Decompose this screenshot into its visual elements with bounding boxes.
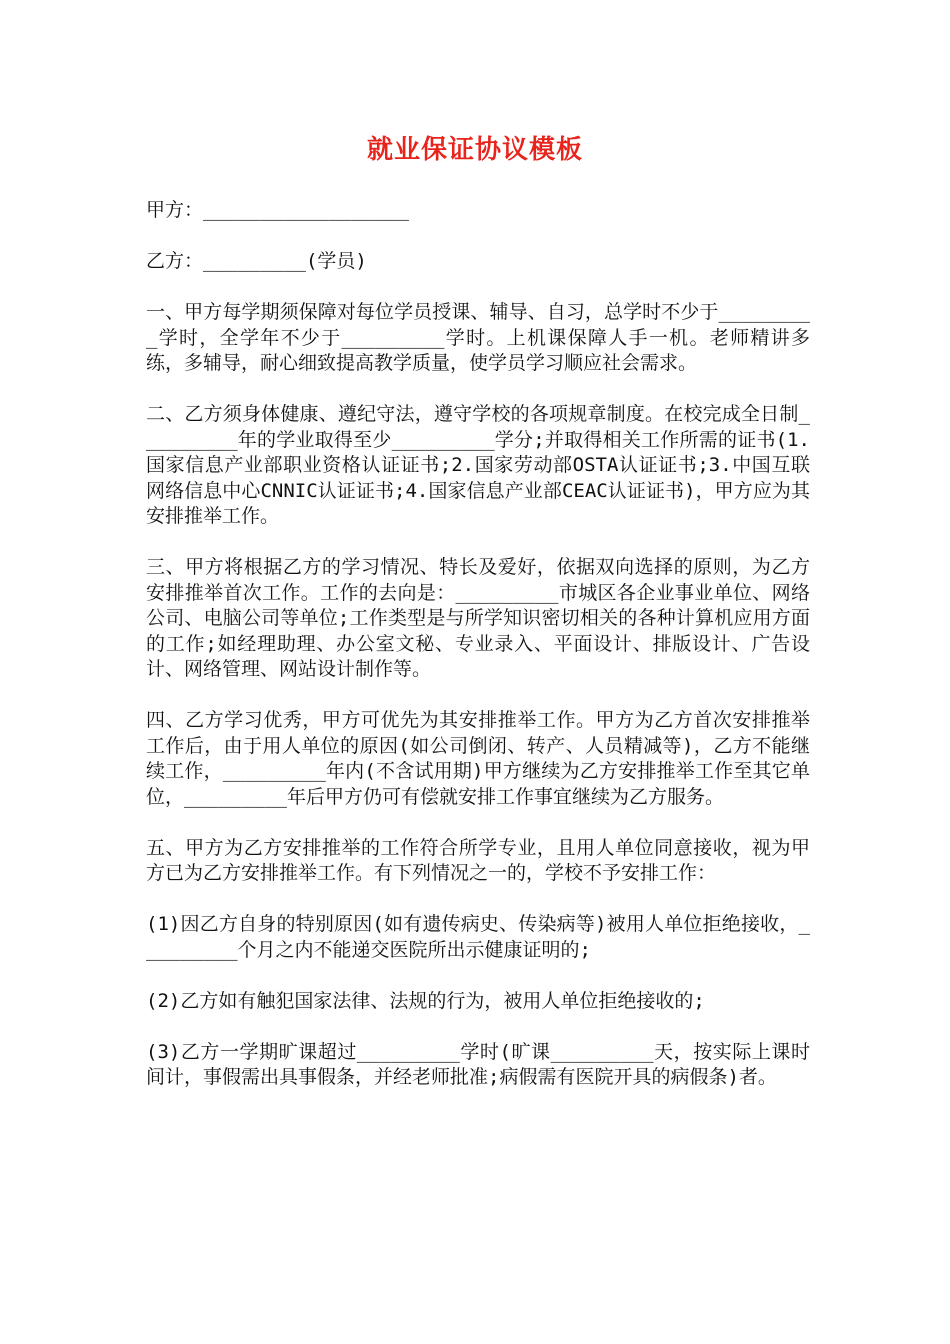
document-body [146,198,810,1091]
clause-1: 一、甲方每学期须保障对每位学员授课、辅导、自习，总学时不少于_________学时，全学年不少于_________学时。上机课保障人手一机。老师精讲多练，多辅导，耐心细致提高教学质量，使学员学习顺应社会需求。 [146,301,810,374]
clause-3: 三、甲方将根据乙方的学习情况、特长及爱好，依据双向选择的原则，为乙方安排推举首次工作。工作的去向是：_________市城区各企业事业单位、网络公司、电脑公司等单位;工作类型是与所学知识密切相关的各种计算机应用方面的工作;如经理助理、办公室文秘、专业录入、平面设计、排版设计、广告设计、网络管理、网站设计制作等。 [146,556,810,680]
clause-2: 二、乙方须身体健康、遵纪守法，遵守学校的各项规章制度。在校完成全日制_________年的学业取得至少_________学分;并取得相关工作所需的证书(1.国家信息产业部职业资格认证证书;2.国家劳动部OSTA认证证书;3.中国互联网络信息中心CNNIC认证证书;4.国家信息产业部CEAC认证证书)，甲方应为其安排推举工作。 [146,403,810,527]
party-a-line: 甲方：__________________ [146,199,409,221]
clause-4: 四、乙方学习优秀，甲方可优先为其安排推举工作。甲方为乙方首次安排推举工作后，由于用人单位的原因(如公司倒闭、转产、人员精减等)，乙方不能继续工作，_________年内(不含试用期)甲方继续为乙方安排推举工作至其它单位，_________年后甲方仍可有偿就安排工作事宜继续为乙方服务。 [146,709,810,808]
clause-5-item-2: (2)乙方如有触犯国家法律、法规的行为，被用人单位拒绝接收的; [146,989,705,1012]
clause-5-item-1: (1)因乙方自身的特别原因(如有遗传病史、传染病等)被用人单位拒绝接收，_________个月之内不能递交医院所出示健康证明的; [146,913,810,961]
party-b-line: 乙方：_________(学员) [146,250,367,272]
document-title: 就业保证协议模板 [366,135,583,165]
clause-5-item-3: (3)乙方一学期旷课超过_________学时(旷课_________天，按实际上课时间计，事假需出具事假条，并经老师批准;病假需有医院开具的病假条)者。 [146,1040,810,1088]
clause-5: 五、甲方为乙方安排推举的工作符合所学专业，且用人单位同意接收，视为甲方已为乙方安排推举工作。有下列情况之一的，学校不予安排工作： [146,836,810,884]
